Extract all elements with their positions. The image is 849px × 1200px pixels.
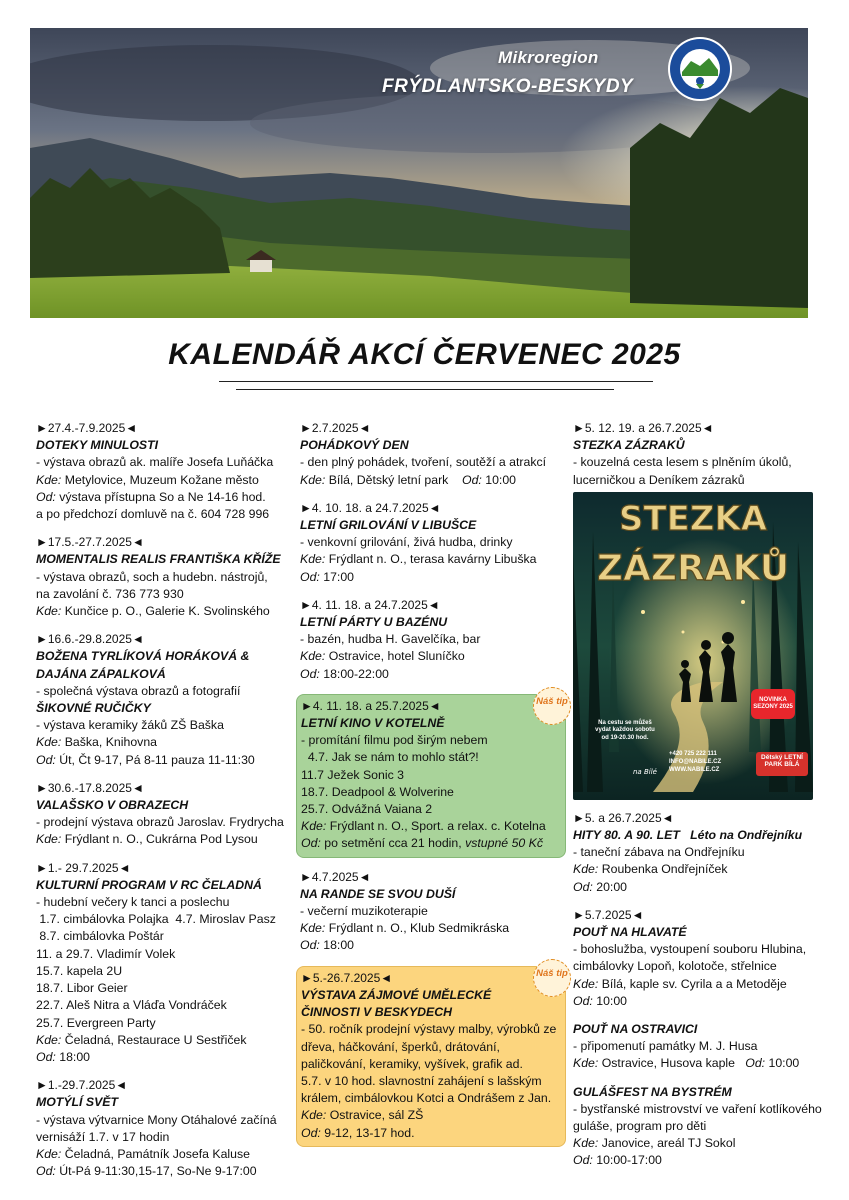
event-date: ►4. 10. 18. a 24.7.2025◄: [300, 500, 441, 515]
program-line: 1.7. cimbálovka Polajka 4.7. Miroslav Pasz: [36, 912, 276, 927]
event-location: Kde: Metylovice, Muzeum Kožane město: [36, 472, 259, 487]
event-date: ►2.7.2025◄: [300, 421, 371, 435]
event-title: LETNÍ KINO V KOTELNĚ: [301, 716, 445, 731]
poster-web: WWW.NABILE.CZ: [669, 766, 720, 773]
event-title: POUŤ NA HLAVATÉ: [573, 925, 687, 940]
poster-novinka-badge: NOVINKA SEZONY 2025: [751, 689, 795, 719]
event-title: DOTEKY MINULOSTI: [36, 438, 159, 453]
event-time: Od: Út, Čt 9-17, Pá 8-11 pauza 11-11:30: [36, 752, 255, 767]
program-line: 11. a 29.7. Vladimír Volek: [36, 946, 176, 961]
event-pout-na-hlavate: [573, 907, 825, 1010]
column-right: [573, 420, 825, 1181]
event-time: Od: Út-Pá 9-11:30,15-17, So-Ne 9-17:00: [36, 1164, 257, 1179]
event-time: Od: po setmění cca 21 hodin, vstupné 50 Kč: [301, 836, 544, 851]
event-description: - bystřanské mistrovství ve vaření kotlíkového guláše, program pro děti: [573, 1101, 822, 1134]
header-banner: [30, 28, 808, 318]
event-date: ►5. 12. 19. a 26.7.2025◄: [573, 421, 714, 435]
event-date: ►5.7.2025◄: [573, 907, 644, 922]
event-time: Od: 17:00: [300, 569, 355, 584]
event-vystava-zajmove: [296, 966, 566, 1147]
event-doteky-minulosti: [36, 420, 292, 523]
event-title: VALAŠSKO V OBRAZECH: [36, 798, 189, 813]
event-title-2: ŠIKOVNÉ RUČIČKY: [36, 701, 151, 716]
event-time: Od: 18:00: [36, 1049, 91, 1064]
event-location: Kde: Frýdlant n. O., Klub Sedmikráska: [300, 921, 510, 936]
event-time: Od: 9-12, 13-17 hod.: [301, 1125, 415, 1140]
event-na-rande: [300, 869, 562, 955]
stezka-poster: [573, 492, 813, 800]
event-time: Od: 18:00: [300, 938, 355, 953]
event-description: - promítání filmu pod širým nebem: [301, 733, 488, 748]
event-location-time: Kde: Bílá, Dětský letní park Od: 10:00: [300, 472, 517, 487]
event-kulturni-program: [36, 860, 292, 1066]
event-pohadkovy-den: [300, 420, 562, 489]
event-title: LETNÍ PÁRTY U BAZÉNU: [300, 615, 448, 630]
event-date: ►16.6.-29.8.2025◄: [36, 632, 144, 647]
event-title: KULTURNÍ PROGRAM V RC ČELADNÁ: [36, 877, 262, 892]
program-line: 18.7. Libor Geier: [36, 981, 128, 996]
event-location: Kde: Čeladná, Památník Josefa Kaluse: [36, 1146, 250, 1161]
event-title: LETNÍ GRILOVÁNÍ V LIBUŠCE: [300, 518, 477, 533]
program-line: 25.7. Evergreen Party: [36, 1015, 156, 1030]
event-motyli-svet: [36, 1077, 292, 1180]
event-title: GULÁŠFEST NA BYSTRÉM: [573, 1084, 732, 1099]
event-date: ►4. 11. 18. a 25.7.2025◄: [301, 698, 441, 713]
column-middle: [300, 420, 568, 1158]
event-location: Kde: Roubenka Ondřejníček: [573, 862, 728, 877]
poster-email: INFO@NABILE.CZ: [669, 758, 722, 765]
event-description: - bazén, hudba H. Gavelčíka, bar: [300, 632, 481, 647]
event-valassko-v-obrazech: [36, 780, 292, 849]
event-description: - výstava výtvarnice Mony Otáhalové začíná: [36, 1112, 277, 1127]
event-location: Kde: Kunčice p. O., Galerie K. Svolinského: [36, 604, 270, 619]
event-letni-grilovani: [300, 500, 562, 586]
event-description: - den plný pohádek, tvoření, soutěží a atrakcí: [300, 455, 547, 470]
poster-phone: +420 725 222 111: [669, 750, 717, 757]
region-subtitle: Mikroregion: [498, 48, 599, 67]
event-description: - 50. ročník prodejní výstavy malby, výrobků ze dřeva, háčkování, šperků, drátování, paličkování, keramiky, vyšívek, grafik ad.: [301, 1022, 557, 1071]
event-location: Kde: Bílá, kaple sv. Cyrila a a Metoděje: [573, 976, 787, 991]
event-description: - kouzelná cesta lesem s plněním úkolů, lucerničkou a Deníkem zázraků: [573, 455, 792, 487]
event-date: ►30.6.-17.8.2025◄: [36, 780, 144, 795]
event-date: ►4.7.2025◄: [300, 869, 371, 884]
event-date: ►1.-29.7.2025◄: [36, 1078, 128, 1093]
region-title: FRÝDLANTSKO-BESKYDY: [382, 76, 634, 97]
poster-brand: na Bílé: [633, 767, 657, 776]
event-description: - společná výstava obrazů a fotografií: [36, 683, 241, 698]
event-date: ►5. a 26.7.2025◄: [573, 810, 674, 825]
event-location: Kde: Čeladná, Restaurace U Sestřiček: [36, 1032, 247, 1047]
program-line: 4.7. Jak se nám to mohlo stát?!: [301, 750, 479, 765]
event-time: Od: 20:00: [573, 879, 628, 894]
event-title: NA RANDE SE SVOU DUŠÍ: [300, 886, 456, 901]
event-title: MOMENTALIS REALIS FRANTIŠKA KŘÍŽE: [36, 552, 281, 567]
poster-info-text: Na cestu se můžeš vydat každou sobotu od 19-20.30 hod.: [595, 719, 655, 741]
event-description: - hudební večery k tanci a poslechu: [36, 895, 230, 910]
event-title-row: HITY 80. A 90. LET Léto na Ondřejníku: [573, 828, 803, 843]
event-location: Kde: Ostravice, hotel Sluníčko: [300, 649, 465, 664]
event-title: POHÁDKOVÝ DEN: [300, 438, 409, 453]
event-description: - výstava obrazů ak. malíře Josefa Luňáčka: [36, 455, 274, 470]
event-stezka-zazraku: [573, 420, 825, 489]
event-location: Kde: Frýdlant n. O., terasa kavárny Libuška: [300, 552, 537, 567]
region-logo-icon: [667, 36, 733, 102]
event-date: ►1.- 29.7.2025◄: [36, 860, 131, 875]
event-description: - venkovní grilování, živá hudba, drinky: [300, 535, 513, 550]
poster-park-logo: Dětský LETNÍ PARK BÍLÁ: [756, 752, 808, 776]
column-left: [36, 420, 292, 1191]
event-location: Kde: Frýdlant n. O., Cukrárna Pod Lysou: [36, 832, 258, 847]
event-description: - bohoslužba, vystoupení souboru Hlubina, cimbálovky Lopoň, kolotoče, střelnice: [573, 942, 807, 974]
event-date: ►27.4.-7.9.2025◄: [36, 421, 138, 435]
event-location-time: Kde: Ostravice, Husova kaple Od: 10:00: [573, 1056, 800, 1071]
poster-contact: [669, 750, 721, 774]
event-description: - výstava obrazů, soch a hudebn. nástrojů,: [36, 569, 268, 584]
event-description-2: na zavolání č. 736 773 930: [36, 586, 184, 601]
tip-badge: Náš tip: [533, 687, 571, 725]
event-note: a po předchozí domluvě na č. 604 728 996: [36, 507, 270, 522]
program-line: 22.7. Aleš Nitra a Vláďa Vondráček: [36, 998, 227, 1013]
program-line: 11.7 Ježek Sonic 3: [301, 767, 404, 782]
event-time: Od: výstava přístupna So a Ne 14-16 hod.: [36, 489, 266, 504]
poster-title-line2: ZÁZRAKŮ: [596, 547, 790, 589]
event-title: POUŤ NA OSTRAVICI: [573, 1022, 698, 1037]
program-line: 25.7. Odvážná Vaiana 2: [301, 802, 433, 817]
event-description: - připomenutí památky M. J. Husa: [573, 1039, 758, 1054]
event-title: MOTÝLÍ SVĚT: [36, 1095, 118, 1110]
event-description-2: vernisáží 1.7. v 17 hodin: [36, 1129, 170, 1144]
program-line: 18.7. Deadpool & Wolverine: [301, 784, 454, 799]
event-time: Od: 10:00-17:00: [573, 1153, 662, 1168]
event-location: Kde: Ostravice, sál ZŠ: [301, 1108, 424, 1123]
event-title: STEZKA ZÁZRAKŮ: [573, 438, 685, 453]
event-bozena-tyrlikova: [36, 631, 292, 769]
event-date: ►17.5.-27.7.2025◄: [36, 535, 144, 550]
event-location: Kde: Janovice, areál TJ Sokol: [573, 1136, 736, 1151]
poster-title-line1: STEZKA: [618, 498, 768, 539]
event-time: Od: 10:00: [573, 993, 628, 1008]
event-description-2: 5.7. v 10 hod. slavnostní zahájení s lašským králem, cimbálovkou Kotci a Ondrášem z Jan.: [301, 1073, 552, 1106]
event-description: - taneční zábava na Ondřejníku: [573, 845, 745, 860]
event-hity-80-90: [573, 810, 825, 896]
program-line: 8.7. cimbálovka Poštár: [36, 929, 164, 944]
event-description: - prodejní výstava obrazů Jaroslav. Frydrycha: [36, 815, 284, 830]
event-title: VÝSTAVA ZÁJMOVÉ UMĚLECKÉ ČINNOSTI V BESKYDECH: [301, 987, 492, 1020]
event-pout-na-ostravici: [573, 1021, 825, 1073]
event-title: BOŽENA TYRLÍKOVÁ HORÁKOVÁ & DAJÁNA ZÁPALKOVÁ: [36, 649, 250, 681]
event-description: - večerní muzikoterapie: [300, 904, 428, 919]
event-description-2: - výstava keramiky žáků ZŠ Baška: [36, 718, 224, 733]
title-underline: [219, 381, 653, 382]
tip-badge: Náš tip: [533, 959, 571, 997]
page-title: KALENDÁŘ AKCÍ ČERVENEC 2025: [168, 338, 681, 371]
event-momentalis-realis: [36, 534, 292, 620]
event-gulasfest: [573, 1084, 825, 1170]
title-underline-secondary: [236, 389, 614, 390]
event-date: ►5.-26.7.2025◄: [301, 970, 393, 985]
event-date: ►4. 11. 18. a 24.7.2025◄: [300, 597, 440, 612]
event-time: Od: 18:00-22:00: [300, 666, 389, 681]
event-letni-kino: [296, 694, 566, 858]
event-location: Kde: Baška, Knihovna: [36, 735, 158, 750]
program-line: 15.7. kapela 2U: [36, 963, 123, 978]
event-letni-party: [300, 597, 562, 683]
event-location: Kde: Frýdlant n. O., Sport. a relax. c. Kotelna: [301, 819, 546, 834]
